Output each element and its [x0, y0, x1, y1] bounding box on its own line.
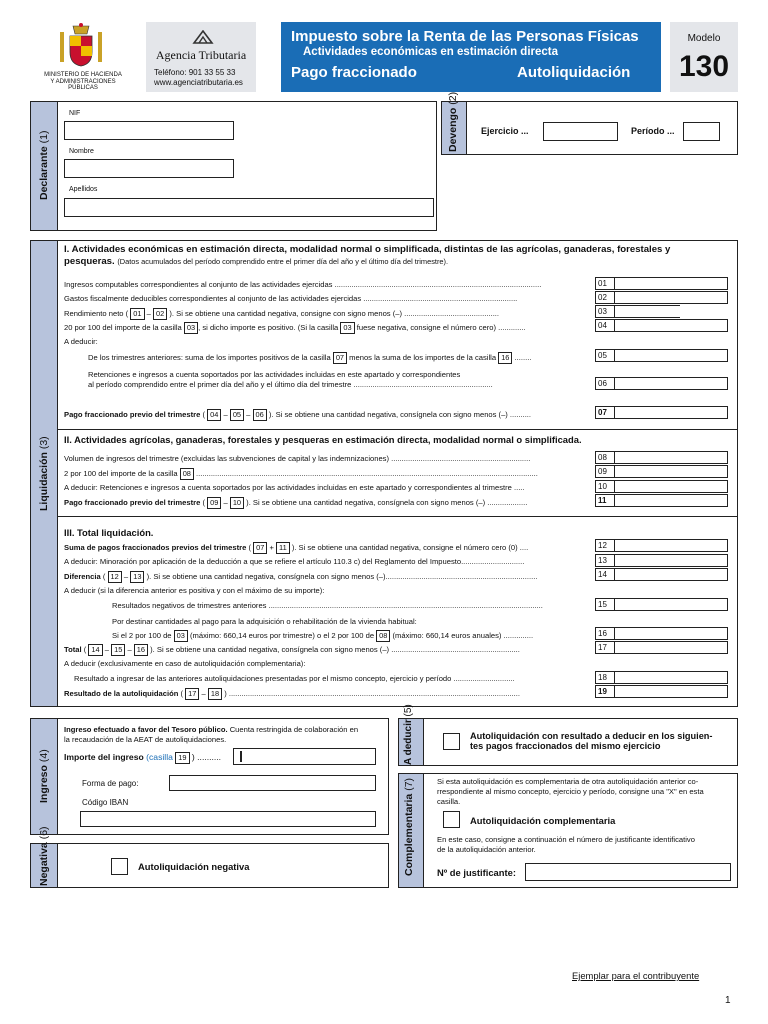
r19-text: Resultado de la autoliquidación — [64, 689, 179, 698]
adeducir-checkbox[interactable] — [443, 733, 460, 750]
declarante-sidebar — [30, 101, 58, 231]
form-type-right: Autoliquidación — [517, 64, 631, 81]
ref-14: 14 — [88, 644, 102, 656]
ingreso-line1a: Ingreso efectuado a favor del Tesoro público. — [64, 725, 228, 734]
ministry-line1: MINISTERIO DE HACIENDA — [44, 72, 122, 78]
r17-text: Total — [64, 645, 82, 654]
negativa-panel — [57, 843, 389, 888]
iban-field[interactable] — [80, 811, 376, 827]
importe-label — [64, 752, 221, 764]
iban-label: Código IBAN — [82, 798, 129, 807]
declarante-num: (1) — [38, 130, 50, 144]
r07-text: Pago fraccionado previo del trimestre — [64, 410, 201, 419]
row-06-label-1: Retenciones e ingresos a cuenta soportados por las actividades incluidas en este apartado y correspondientes — [88, 370, 461, 379]
r17-tail: ). Si se obtiene una cantidad negativa, consígnela con signo menos (–) ............................................................. — [150, 645, 520, 654]
row-07-label — [64, 409, 590, 421]
complementaria-checkbox-label: Autoliquidación complementaria — [470, 815, 616, 826]
row-16-label-1: Por destinar cantidades al pago para la adquisición o rehabilitación de la vivienda habitual: — [112, 617, 417, 626]
casilla-04: 04 — [595, 319, 615, 332]
importe-casilla-text: (casilla — [146, 752, 173, 762]
casilla-16: 16 — [595, 627, 615, 640]
casilla-02: 02 — [595, 291, 615, 304]
complementaria-t5: de la autoliquidación anterior. — [437, 845, 536, 854]
ref-15: 15 — [111, 644, 125, 656]
ref-06: 06 — [253, 409, 267, 421]
r11-open: ( — [202, 498, 205, 507]
form-title: Impuesto sobre la Renta de las Personas Físicas — [291, 28, 639, 45]
ref-12: 12 — [108, 571, 122, 583]
ministry-line3: PÚBLICAS — [68, 85, 98, 91]
value-08[interactable] — [614, 451, 728, 464]
negativa-sidebar — [30, 826, 58, 888]
r04-tail: fuese negativa, consigne el número cero) ............. — [356, 323, 526, 332]
ref-18: 18 — [208, 688, 222, 700]
r11-op: – — [223, 498, 228, 507]
ref-11: 11 — [276, 542, 290, 554]
row-08-label: Volumen de ingresos del trimestre (excluidas las subvenciones de capital y las indemnizaciones) .................................................................. — [64, 454, 531, 463]
row-18-label: Resultado a ingresar de las anteriores autoliquidaciones presentadas por el mismo concepto, ejercicio y período ............................. — [74, 674, 515, 683]
ref-03b: 03 — [340, 322, 354, 334]
text-cursor — [240, 751, 242, 762]
r07-tail: ). Si se obtiene una cantidad negativa, consígnela con signo menos (–) .......... — [268, 410, 532, 419]
ref-08: 08 — [180, 468, 194, 480]
value-14[interactable] — [614, 568, 728, 581]
periodo-label: Período ... — [631, 126, 675, 136]
casilla-07: 07 — [595, 406, 615, 419]
complementaria-sidebar — [398, 773, 424, 888]
ref-03c: 03 — [174, 630, 188, 642]
row-06-label-2: al período comprendido entre el primer día del año y el último día del trimestre .................................................................. — [88, 380, 493, 389]
r03-op: – — [146, 309, 151, 318]
ingreso-line2: la recaudación de la AEAT de autoliquidaciones. — [64, 735, 227, 744]
value-16[interactable] — [614, 627, 728, 640]
r16-text: Si el 2 por 100 de — [112, 631, 172, 640]
r19-open: ( — [180, 689, 183, 698]
ingreso-label: Ingreso — [38, 765, 50, 803]
r07-open: ( — [202, 410, 205, 419]
ingreso-sidebar — [30, 718, 58, 835]
casilla-08: 08 — [595, 451, 615, 464]
declarante-label: Declarante — [38, 146, 50, 200]
adeducir-num: (5) — [403, 704, 414, 717]
r14-text: Diferencia — [64, 572, 101, 581]
copy-label: Ejemplar para el contribuyente — [572, 970, 700, 981]
row-14-label — [64, 571, 590, 583]
r14-op: – — [123, 572, 129, 581]
divider-II-III — [57, 516, 738, 517]
nif-label: NIF — [69, 110, 81, 117]
ref-08b: 08 — [376, 630, 390, 642]
ref-02: 02 — [153, 308, 167, 320]
nif-field[interactable] — [64, 121, 234, 140]
row-19-label — [64, 688, 590, 700]
value-10[interactable] — [614, 480, 728, 493]
r17-open: ( — [83, 645, 87, 654]
modelo-label: Modelo — [687, 33, 721, 44]
devengo-label: Devengo — [447, 107, 459, 152]
complementaria-num: (7) — [403, 777, 415, 791]
casilla-18: 18 — [595, 671, 615, 684]
negativa-checkbox-label: Autoliquidación negativa — [138, 861, 250, 872]
row-04-label — [64, 322, 590, 334]
r05-mid: menos la suma de los importes de la casilla — [349, 353, 497, 362]
adeducir-label: A deducir — [403, 719, 414, 765]
divider-I-II — [57, 429, 738, 430]
r07-op2: – — [246, 410, 251, 419]
complementaria-t4: En este caso, consigne a continuación el número de justificante identificativo — [437, 835, 695, 844]
nombre-label: Nombre — [69, 148, 94, 155]
casilla-12: 12 — [595, 539, 615, 552]
complementaria-t2: rrespondiente al mismo concepto, ejercicio y período, consigne una "X" en esta — [437, 787, 704, 796]
agency-phone: Teléfono: 901 33 55 33 — [154, 68, 236, 77]
ejercicio-label: Ejercicio ... — [481, 126, 529, 136]
r11-text: Pago fraccionado previo del trimestre — [64, 498, 201, 507]
row-16-label-2 — [112, 630, 590, 642]
r19-op: – — [201, 689, 206, 698]
ref-03: 03 — [184, 322, 198, 334]
adeducir-panel — [423, 718, 738, 766]
casilla-13: 13 — [595, 554, 615, 567]
complementaria-label: Complementaria — [403, 793, 415, 876]
ministry-name — [38, 72, 128, 92]
periodo-field[interactable] — [683, 122, 720, 141]
r05-tail: ........ — [514, 353, 532, 362]
importe-text: Importe del ingreso — [64, 752, 144, 762]
ref-16b: 16 — [134, 644, 148, 656]
casilla-10: 10 — [595, 480, 615, 493]
r16-mid: (máximo: 660,14 euros por trimestre) o el 2 por 100 de — [190, 631, 375, 640]
row-02-label: Gastos fiscalmente deducibles correspondientes al conjunto de las actividades ejercidas ......................................................................... — [64, 294, 518, 303]
complementaria-t3: casilla. — [437, 797, 461, 806]
form-header — [281, 22, 661, 92]
agency-logo-icon — [192, 30, 214, 44]
value-03[interactable] — [614, 305, 680, 318]
casilla-05: 05 — [595, 349, 615, 362]
modelo-number: 130 — [678, 50, 730, 83]
row-09-label — [64, 468, 590, 480]
casilla-17: 17 — [595, 641, 615, 654]
adeducir-label-line2: tes pagos fraccionados del mismo ejercicio — [470, 741, 661, 751]
r03-text: Rendimiento neto ( — [64, 309, 129, 318]
r17-op2: – — [127, 645, 132, 654]
ref-09: 09 — [207, 497, 221, 509]
justificante-label: Nº de justificante: — [437, 867, 516, 878]
r11-tail: ). Si se obtiene una cantidad negativa, consígnela con signo menos (–) ................... — [246, 498, 528, 507]
row-18-pre: A deducir (exclusivamente en caso de autoliquidación complementaria): — [64, 659, 306, 668]
form-subtitle: Actividades económicas en estimación directa — [303, 46, 559, 58]
page-number: 1 — [725, 995, 731, 1006]
devengo-sidebar — [441, 91, 467, 155]
value-02[interactable] — [614, 291, 728, 304]
r03-tail: ). Si se obtiene una cantidad negativa, consigne con signo menos (–) ............................................. — [169, 309, 500, 318]
r04-text: 20 por 100 del importe de la casilla — [64, 323, 182, 332]
negativa-num: (6) — [38, 826, 50, 840]
liquidacion-label: Liquidación — [38, 452, 50, 511]
value-05[interactable] — [614, 349, 728, 362]
ref-19: 19 — [175, 752, 189, 764]
r12-open: ( — [248, 543, 251, 552]
section-I-title: I. Actividades económicas en estimación directa, modalidad normal o simplificada, distintas de las agrícolas, ganaderas, forestales y — [64, 244, 671, 255]
section-I-title2: pesqueras. — [64, 256, 115, 267]
r12-text: Suma de pagos fraccionados previos del trimestre — [64, 543, 247, 552]
value-01[interactable] — [614, 277, 728, 290]
justificante-field[interactable] — [525, 863, 731, 881]
ministry-line2: Y ADMINISTRACIONES — [50, 78, 116, 85]
casilla-03: 03 — [595, 305, 615, 318]
r14-open: ( — [102, 572, 106, 581]
r12-op: + — [269, 543, 274, 552]
agency-name: Agencia Tributaria — [155, 48, 247, 62]
value-17[interactable] — [614, 641, 728, 654]
complementaria-text — [437, 777, 704, 807]
row-05-label — [88, 352, 590, 364]
ref-04: 04 — [207, 409, 221, 421]
r09-tail: .................................................................................................................................................................. — [196, 469, 538, 478]
importe-close: ) — [191, 752, 195, 762]
coat-of-arms-icon — [56, 22, 106, 70]
casilla-11: 11 — [595, 494, 615, 507]
row-17-label — [64, 644, 590, 656]
row-03-label — [64, 308, 590, 320]
ref-07b: 07 — [253, 542, 267, 554]
adeducir-sidebar — [398, 704, 424, 766]
complementaria-instructions — [437, 835, 695, 855]
devengo-num: (2) — [447, 91, 459, 105]
ref-07: 07 — [333, 352, 347, 364]
r16-tail: (máximo: 660,14 euros anuales) .............. — [392, 631, 534, 640]
ingreso-num: (4) — [38, 749, 50, 763]
modelo-block — [670, 22, 738, 92]
ejercicio-field[interactable] — [543, 122, 618, 141]
value-04[interactable] — [614, 319, 728, 332]
value-06[interactable] — [614, 377, 728, 390]
value-13[interactable] — [614, 554, 728, 567]
value-18[interactable] — [614, 671, 728, 684]
complementaria-panel — [423, 773, 738, 888]
apellidos-field[interactable] — [64, 198, 434, 217]
ingreso-panel — [57, 718, 389, 835]
value-09[interactable] — [614, 465, 728, 478]
row-11-label — [64, 497, 590, 509]
ref-13: 13 — [130, 571, 144, 583]
r09-text: 2 por 100 del importe de la casilla — [64, 469, 178, 478]
importe-field[interactable] — [233, 748, 376, 765]
complementaria-checkbox[interactable] — [443, 811, 460, 828]
r07-op1: – — [223, 410, 228, 419]
r17-op1: – — [104, 645, 109, 654]
row-13-label: A deducir: Minoración por aplicación de la deducción a que se refiere el artículo 110.3 c) del Reglamento del Impuesto.............................. — [64, 557, 525, 566]
value-07[interactable] — [614, 406, 728, 419]
adeducir-label-line1: Autoliquidación con resultado a deducir en los siguien- — [470, 731, 713, 741]
ref-16: 16 — [498, 352, 512, 364]
liquidacion-sidebar — [30, 240, 58, 707]
ingreso-line1b: Cuenta restringida de colaboración en — [229, 725, 359, 734]
value-12[interactable] — [614, 539, 728, 552]
declarante-panel — [57, 101, 437, 231]
section-I-note: (Datos acumulados del período comprendido entre el primer día del año y el último día del trimestre). — [117, 257, 449, 266]
casilla-15: 15 — [595, 598, 615, 611]
ref-05: 05 — [230, 409, 244, 421]
ref-17: 17 — [185, 688, 199, 700]
nombre-field[interactable] — [64, 159, 234, 178]
liquidacion-num: (3) — [38, 436, 50, 450]
complementaria-t1: Si esta autoliquidación es complementaria de otra autoliquidación anterior co- — [437, 777, 699, 786]
adeducir-checkbox-label — [470, 731, 712, 751]
value-15[interactable] — [614, 598, 728, 611]
negativa-checkbox[interactable] — [111, 858, 128, 875]
importe-dots: .......... — [197, 752, 222, 762]
r12-tail: ). Si se obtiene una cantidad negativa, consigne el número cero (0) .... — [291, 543, 529, 552]
row-10-label: A deducir: Retenciones e ingresos a cuenta soportados por las actividades incluidas en este apartado y correspondientes al trimestre ..... — [64, 483, 525, 492]
negativa-label: Negativa — [38, 842, 50, 886]
casilla-01: 01 — [595, 277, 615, 290]
row-15-pre: A deducir (si la diferencia anterior es positiva y con el máximo de su importe): — [64, 586, 325, 595]
devengo-panel — [466, 101, 738, 155]
value-19[interactable] — [614, 685, 728, 698]
section-II-title: II. Actividades agrícolas, ganaderas, forestales y pesqueras en estimación directa, modalidad normal o simplificada. — [64, 434, 582, 445]
r04-mid: , si dicho importe es positivo. (Si la casilla — [198, 323, 339, 332]
r19-tail: ) .......................................................................................................................................... — [224, 689, 520, 698]
section-III-title: III. Total liquidación. — [64, 527, 154, 538]
ref-10: 10 — [230, 497, 244, 509]
value-11[interactable] — [614, 494, 728, 507]
forma-pago-label: Forma de pago: — [82, 779, 139, 788]
forma-pago-field[interactable] — [169, 775, 376, 791]
row-15-label: Resultados negativos de trimestres anteriores .................................................................................................................................. — [112, 601, 543, 610]
ref-01: 01 — [130, 308, 144, 320]
row-12-label — [64, 542, 590, 554]
casilla-09: 09 — [595, 465, 615, 478]
apellidos-label: Apellidos — [69, 186, 98, 193]
agency-block — [146, 22, 256, 92]
form-type-left: Pago fraccionado — [291, 64, 417, 81]
casilla-19: 19 — [595, 685, 615, 698]
row-01-label: Ingresos computables correspondientes al conjunto de las actividades ejercidas .................................................................................................. — [64, 280, 542, 289]
casilla-14: 14 — [595, 568, 615, 581]
r05-text: De los trimestres anteriores: suma de los importes positivos de la casilla — [88, 353, 331, 362]
r14-tail: ). Si se obtiene una cantidad negativa, consígnela con signo menos (–)........................................................................ — [146, 572, 538, 581]
a-deducir-label: A deducir: — [64, 337, 98, 346]
agency-web[interactable]: www.agenciatributaria.es — [154, 78, 243, 87]
casilla-06: 06 — [595, 377, 615, 390]
